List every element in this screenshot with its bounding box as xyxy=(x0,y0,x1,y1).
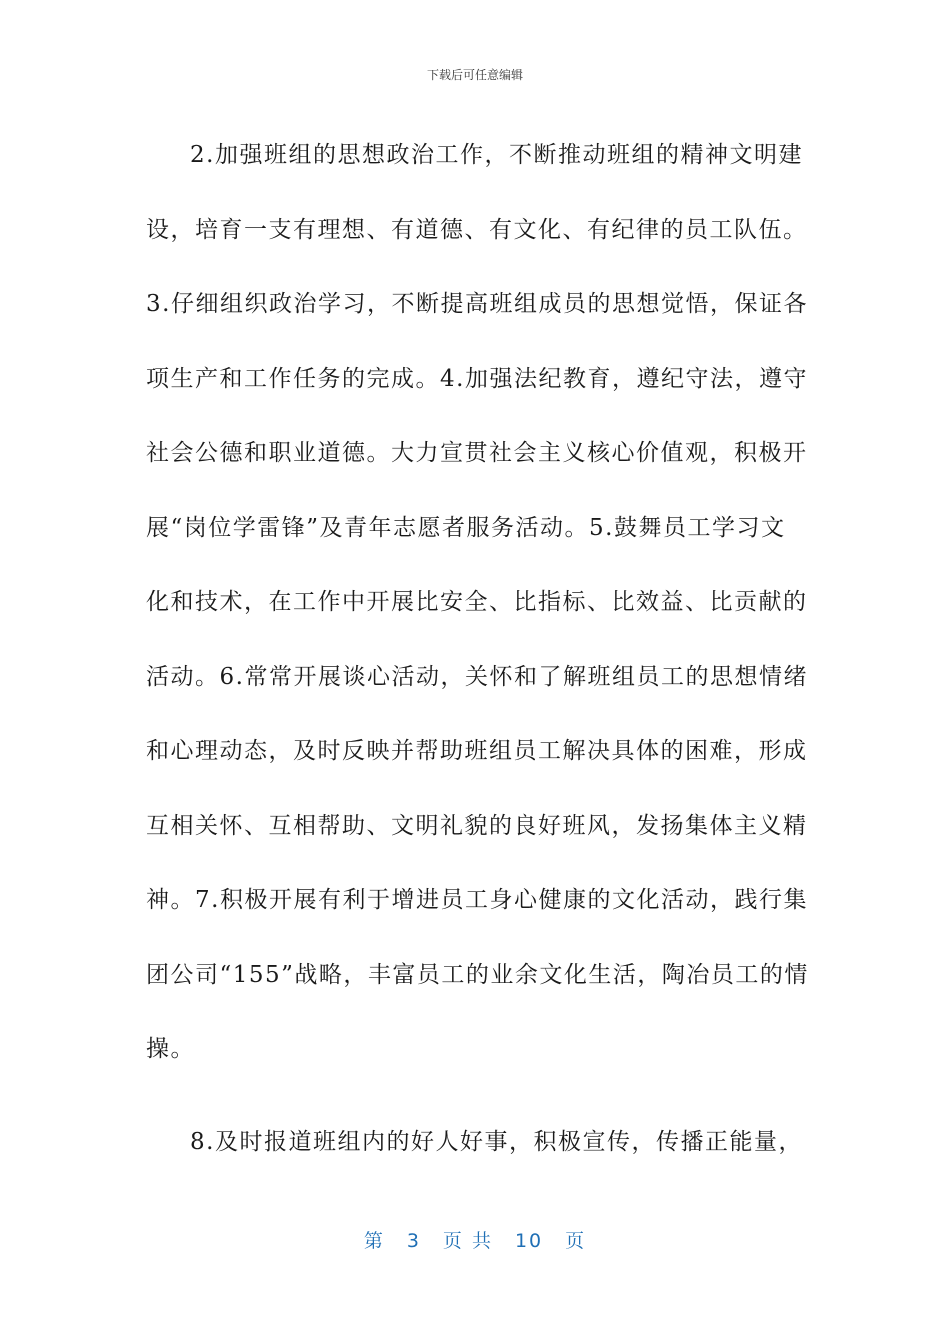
footer-suffix: 页 xyxy=(565,1230,587,1252)
paragraph-line: 项生产和工作任务的完成。4.加强法纪教育，遵纪守法，遵守 xyxy=(146,365,808,392)
footer-prefix: 第 xyxy=(363,1230,385,1252)
paragraph-line: 2.加强班组的思想政治工作，不断推动班组的精神文明建 xyxy=(190,142,803,168)
document-body xyxy=(146,118,809,1179)
paragraph-line: 互相关怀、互相帮助、文明礼貌的良好班风，发扬集体主义精 xyxy=(146,812,808,839)
footer-current-page: 3 xyxy=(406,1230,421,1252)
paragraph-line: 操。 xyxy=(146,1036,195,1062)
paragraph-line: 展“岗位学雷锋”及青年志愿者服务活动。5.鼓舞员工学习文 xyxy=(146,514,786,541)
page-header-note: 下载后可任意编辑 xyxy=(426,68,523,82)
paragraph-line: 和心理动态，及时反映并帮助班组员工解决具体的困难，形成 xyxy=(146,738,808,764)
paragraph-line: 8.及时报道班组内的好人好事，积极宣传，传播正能量， xyxy=(190,1128,803,1155)
footer-total-pages: 10 xyxy=(514,1230,544,1252)
paragraph-line: 社会公德和职业道德。大力宣贯社会主义核心价值观，积极开 xyxy=(146,440,808,466)
paragraph-line: 神。7.积极开展有利于增进员工身心健康的文化活动，践行集 xyxy=(146,887,808,913)
paragraph-line: 设，培育一支有理想、有道德、有文化、有纪律的员工队伍。 xyxy=(146,216,808,243)
paragraph-line: 3.仔细组织政治学习，不断提高班组成员的思想觉悟，保证各 xyxy=(146,291,808,317)
page-footer xyxy=(0,1226,950,1253)
paragraph-line: 化和技术，在工作中开展比安全、比指标、比效益、比贡献的 xyxy=(146,589,808,615)
paragraph-line: 团公司“155”战略，丰富员工的业余文化生活，陶冶员工的情 xyxy=(146,961,809,988)
paragraph-gap xyxy=(146,1087,806,1105)
footer-middle: 页 共 xyxy=(442,1230,493,1252)
paragraph-line: 活动。6.常常开展谈心活动，关怀和了解班组员工的思想情绪 xyxy=(146,663,808,690)
